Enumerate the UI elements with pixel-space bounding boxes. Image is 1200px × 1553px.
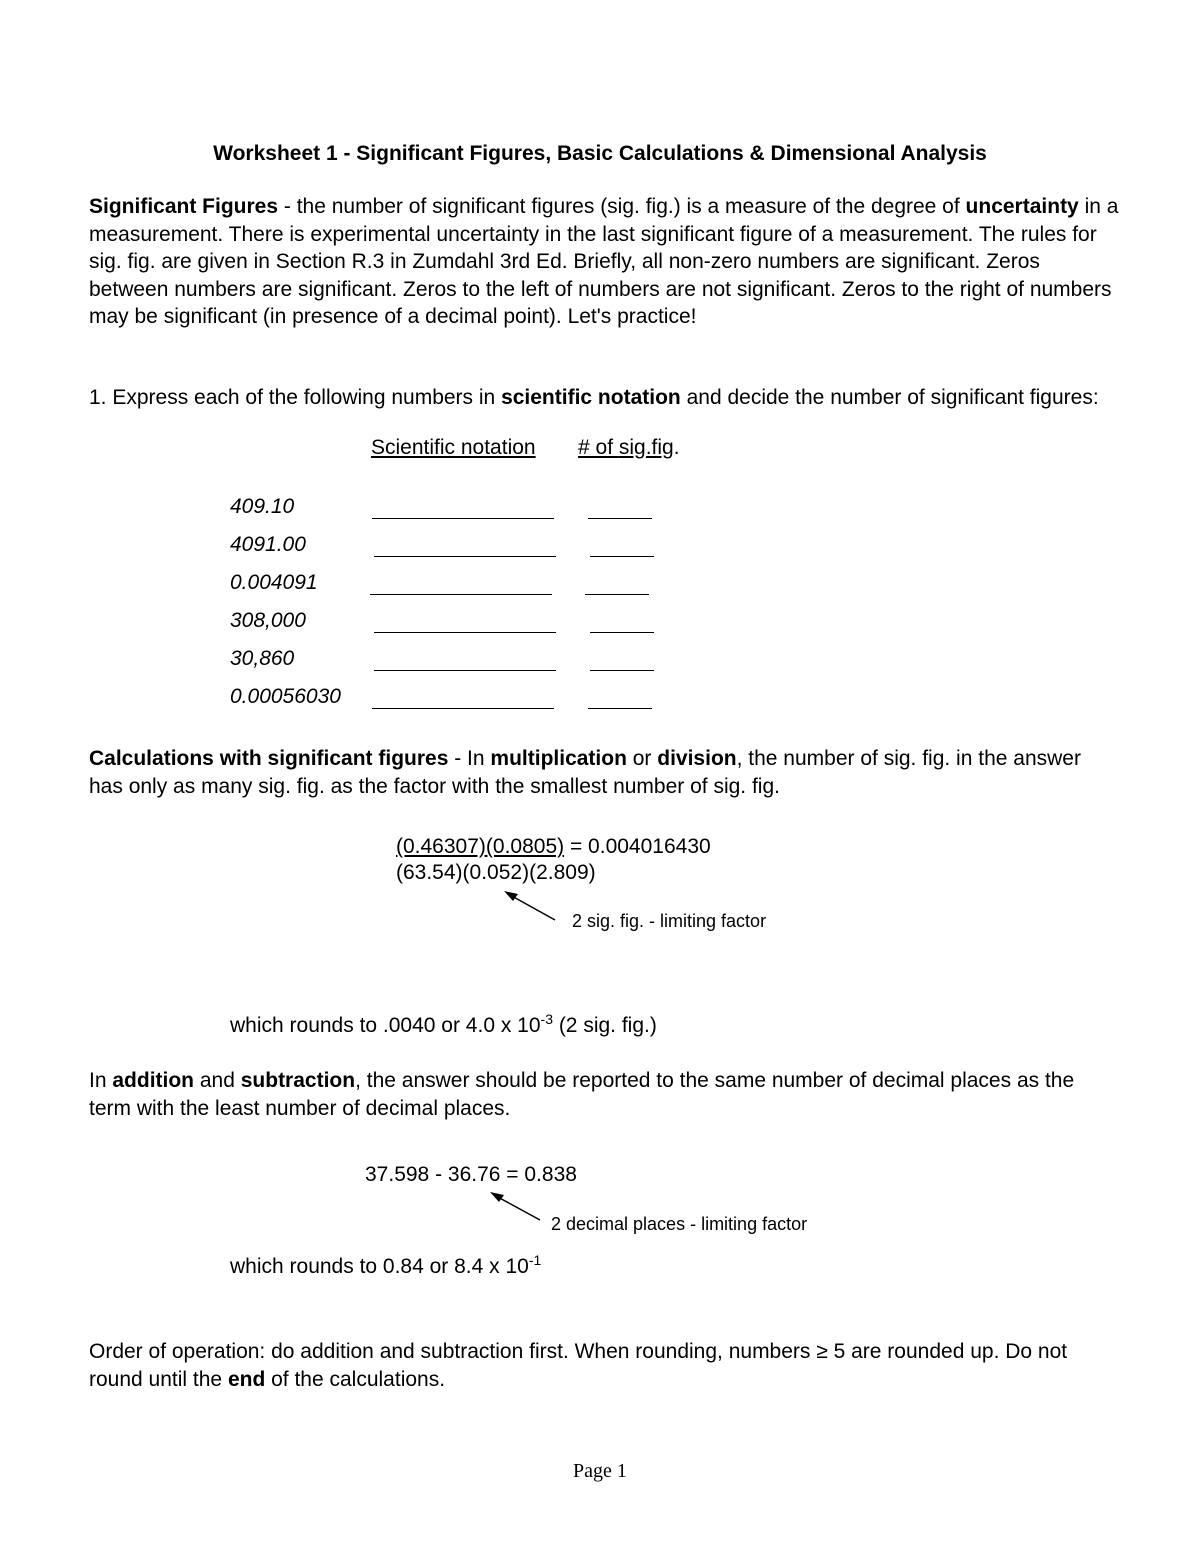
question-1-tail: and decide the number of significant figures: [680, 386, 1099, 409]
fraction-numerator: (0.46307)(0.0805) = 0.004016430 [396, 835, 711, 858]
rounds-result-2: which rounds to 0.84 or 8.4 x $10^{-1}$ [230, 1252, 542, 1278]
rounds-result-1: which rounds to .0040 or 4.0 x $10^{-3}$ (2 sig. fig.) [230, 1011, 657, 1037]
column-header-sigfig: # of sig.fig. [578, 436, 680, 459]
answer-blank-sigfig-3[interactable] [585, 594, 649, 595]
answer-blank-sigfig-6[interactable] [588, 708, 652, 709]
answer-blank-scientific-6[interactable] [372, 708, 554, 709]
page-number: Page 1 [573, 1460, 627, 1482]
answer-blank-sigfig-1[interactable] [588, 518, 652, 519]
question-1 [89, 384, 1119, 412]
number-row-3: 0.004091 [230, 571, 318, 594]
uncertainty-term: uncertainty [965, 195, 1079, 218]
answer-blank-scientific-4[interactable] [374, 632, 556, 633]
subtraction-term: subtraction [240, 1069, 356, 1092]
division-term: division [657, 747, 737, 770]
multiplication-term: multiplication [490, 747, 627, 770]
answer-blank-scientific-1[interactable] [372, 518, 554, 519]
column-header-scientific: Scientific notation [371, 436, 536, 459]
answer-blank-sigfig-2[interactable] [590, 556, 654, 557]
number-row-5: 30,860 [230, 647, 295, 670]
answer-blank-sigfig-4[interactable] [590, 632, 654, 633]
question-1-lead: 1. Express each of the following numbers in [89, 386, 502, 409]
limiting-factor-note-2: 2 decimal places - limiting factor [551, 1214, 808, 1234]
fraction-result: = 0.004016430 [564, 835, 711, 858]
calculations-heading: Calculations with significant figures [89, 747, 449, 770]
number-row-6: 0.00056030 [230, 685, 341, 708]
calculations-paragraph: Calculations with significant figures - In multiplication or division, the number of sig. fig. in the answer has only as many sig. fig. as the factor with the smallest number of sig. fig. [89, 747, 1081, 798]
answer-blank-scientific-2[interactable] [374, 556, 556, 557]
arrow-icon-1 [504, 891, 555, 920]
sigfig-paragraph [89, 193, 1119, 331]
number-row-2: 4091.00 [230, 533, 306, 556]
limiting-factor-note-1: 2 sig. fig. - limiting factor [572, 911, 767, 931]
end-term: end [227, 1367, 266, 1391]
scientific-notation-term: scientific notation [501, 386, 681, 409]
addsub-paragraph: In addition and subtraction, the answer should be reported to the same number of decimal places as the term with the least number of decimal places. [89, 1069, 1075, 1120]
fraction-denominator: (63.54)(0.052)(2.809) [396, 861, 596, 884]
addition-term: addition [112, 1069, 195, 1092]
sigfig-heading: Significant Figures [89, 195, 279, 218]
arrow-icon-2 [490, 1192, 540, 1220]
sigfig-text-2: in a measurement. There is experimental uncertainty in the last significant figure of a measurement. The rules for sig. fig. are given in Section R.3 in Zumdahl 3rd Ed. Briefly, all non-zero numbers are significant. Zeros between numbers are significant. Zeros to the left of numbers are not significant. Zeros to the right of numbers may be significant (in presence of a decimal point). Let's practice! [89, 195, 1119, 328]
answer-blank-sigfig-5[interactable] [590, 670, 654, 671]
sigfig-text-1: - the number of significant figures (sig. fig.) is a measure of the degree of [278, 195, 966, 218]
subtraction-equation: 37.598 - 36.76 = 0.838 [365, 1163, 577, 1186]
number-row-4: 308,000 [230, 609, 306, 632]
answer-blank-scientific-5[interactable] [374, 670, 556, 671]
number-row-1: 409.10 [230, 495, 295, 518]
answer-blank-scientific-3[interactable] [370, 594, 552, 595]
worksheet-title: Worksheet 1 - Significant Figures, Basic Calculations & Dimensional Analysis [213, 142, 987, 165]
order-paragraph: Order of operation: do addition and subtraction first. When rounding, numbers ≥ 5 are rounded up. Do not round until the end of the calculations. [89, 1340, 1068, 1391]
